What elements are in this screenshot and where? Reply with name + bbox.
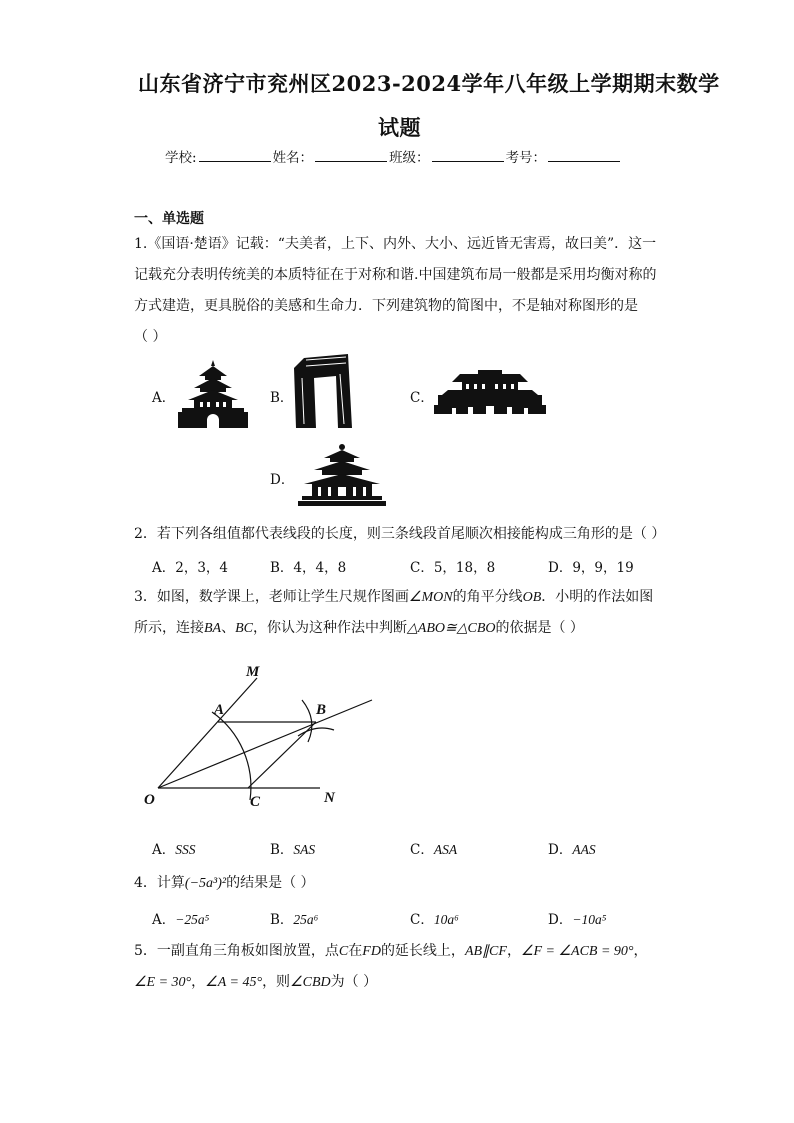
q4-option-c (410, 908, 459, 928)
q5-line2-f: 为（ ） (330, 974, 378, 990)
exam-title-line2: 试题 (378, 115, 421, 140)
q1-line3: 方式建造，更具脱俗的美感和生命力．下列建筑物的简图中，不是轴对称图形的是 (134, 298, 638, 314)
q3-option-b-value: SAS (293, 842, 316, 857)
q4-text-a: 4．计算 (134, 875, 185, 891)
q2-option-d: D．9，9，19 (548, 560, 634, 576)
q5-line2-d: ，则 (262, 974, 291, 990)
q5-parallel: AB∥CF (464, 944, 507, 959)
class-blank (432, 147, 504, 162)
q4-option-d-value: −10a⁵ (572, 912, 607, 927)
ray-om (158, 678, 257, 788)
q3-option-d-value: AAS (572, 842, 596, 857)
q3-line2-text-c: 、 (221, 620, 236, 636)
q4-option-c-value: 10a⁶ (433, 912, 459, 927)
q3-option-c (410, 838, 457, 858)
q3-option-d (548, 838, 596, 858)
student-info-row (165, 146, 622, 166)
q4-option-a-value: −25a⁵ (175, 912, 210, 927)
label-m: M (246, 664, 260, 680)
q3-option-b-letter: B． (270, 842, 294, 858)
q3-line2-text-g: 的依据是（ ） (495, 620, 584, 636)
q1-option-b-label: B． (270, 390, 294, 406)
q3-option-a (152, 838, 196, 858)
q5-angle-cbd: ∠CBD (290, 975, 331, 990)
q4-option-a-letter: A． (152, 912, 176, 928)
q1-option-a-label: A． (152, 390, 176, 406)
q1-option-d-label: D． (270, 472, 295, 488)
q5-line1 (134, 942, 648, 961)
q1-option-c-label: C． (410, 390, 434, 406)
q5-line1-a: 5．一副直角三角板如图放置，点 (134, 943, 339, 959)
ray-ob (158, 700, 372, 788)
q3-option-c-value: ASA (433, 842, 458, 857)
q3-line2 (134, 619, 584, 638)
class-label: 班级： (389, 150, 430, 166)
pagoda-icon (178, 360, 248, 428)
label-c: C (250, 794, 261, 810)
temple-of-heaven-icon (298, 444, 386, 506)
q3-line1-text-e: ．小明的作法如图 (541, 589, 654, 605)
q4-option-d (548, 908, 606, 928)
q4-option-b (270, 908, 318, 928)
q2-text: 2．若下列各组值都代表线段的长度，则三条线段首尾顺次相接能构成三角形的是（ ） (134, 526, 666, 542)
q1-line1: 1.《国语·楚语》记载：“夫美者，上下、内外、大小、远近皆无害焉，故曰美”．这一 (134, 236, 657, 252)
q4-expression: (−5a³)² (184, 876, 227, 891)
name-blank (315, 147, 387, 162)
q5-segment-fd: FD (362, 944, 381, 959)
q3-option-a-value: SSS (175, 842, 196, 857)
number-blank (548, 147, 620, 162)
number-label: 考号： (505, 150, 547, 166)
q4-option-a (152, 908, 209, 928)
q3-option-d-letter: D． (548, 842, 573, 858)
cctv-tower-icon (294, 354, 356, 428)
q2-option-a: A．2，3，4 (152, 560, 229, 576)
q5-line1-e: 的延长线上， (380, 943, 465, 959)
school-label: 学校: (165, 150, 197, 166)
q5-line1-g: ， (506, 943, 521, 959)
q3-option-a-letter: A． (152, 842, 176, 858)
q4-text (134, 874, 315, 893)
q3-geometry-figure (130, 660, 390, 810)
q5-point-c: C (338, 944, 349, 959)
q3-angle-mon: ∠MON (408, 590, 453, 605)
q5-line1-c: 在 (348, 943, 363, 959)
label-a: A (214, 702, 225, 718)
q3-segment-bc: BC (235, 621, 253, 636)
q3-option-c-letter: C． (410, 842, 434, 858)
q4-option-d-letter: D． (548, 912, 573, 928)
label-n: N (324, 790, 335, 806)
q5-right-angles: ∠F = ∠ACB = 90° (520, 944, 634, 959)
q3-ray-ob: OB (522, 590, 542, 605)
label-o: O (144, 792, 155, 808)
q5-angle-a: ∠A = 45° (205, 975, 263, 990)
q4-option-c-letter: C． (410, 912, 434, 928)
q3-line1 (134, 588, 653, 607)
q5-line2 (134, 973, 377, 992)
label-b: B (316, 702, 327, 718)
q1-line4: （ ） (134, 329, 167, 345)
q1-line2: 记载充分表明传统美的本质特征在于对称和谐.中国建筑布局一般都是采用均衡对称的 (134, 267, 657, 283)
q3-congruence: △ABO≅△CBO (407, 621, 496, 636)
q3-line2-text-a: 所示，连接 (134, 620, 204, 636)
q5-line1-i: ， (633, 943, 648, 959)
q3-option-b (270, 838, 315, 858)
tiananmen-gate-icon (434, 368, 546, 414)
q3-line1-text-a: 3．如图，数学课上，老师让学生尺规作图画 (134, 589, 409, 605)
q5-angle-e: ∠E = 30° (134, 975, 192, 990)
q2-option-b: B．4，4，8 (270, 560, 347, 576)
q4-text-b: 的结果是（ ） (226, 875, 315, 891)
arc-b1 (302, 700, 312, 742)
arc-ac (212, 712, 251, 800)
q4-option-b-letter: B． (270, 912, 294, 928)
name-label: 姓名： (272, 150, 314, 166)
q5-line2-b: ， (191, 974, 206, 990)
q3-line1-text-c: 的角平分线 (452, 589, 523, 605)
section-single-choice: 一、单选题 (134, 211, 204, 227)
q2-option-c: C．5，18，8 (410, 560, 496, 576)
q3-line2-text-e: ，你认为这种作法中判断 (253, 620, 407, 636)
q3-segment-ba: BA (204, 621, 222, 636)
school-blank (199, 147, 271, 162)
exam-title-line1: 山东省济宁市兖州区2023-2024学年八年级上学期期末数学 (138, 71, 720, 96)
q4-option-b-value: 25a⁶ (293, 912, 319, 927)
